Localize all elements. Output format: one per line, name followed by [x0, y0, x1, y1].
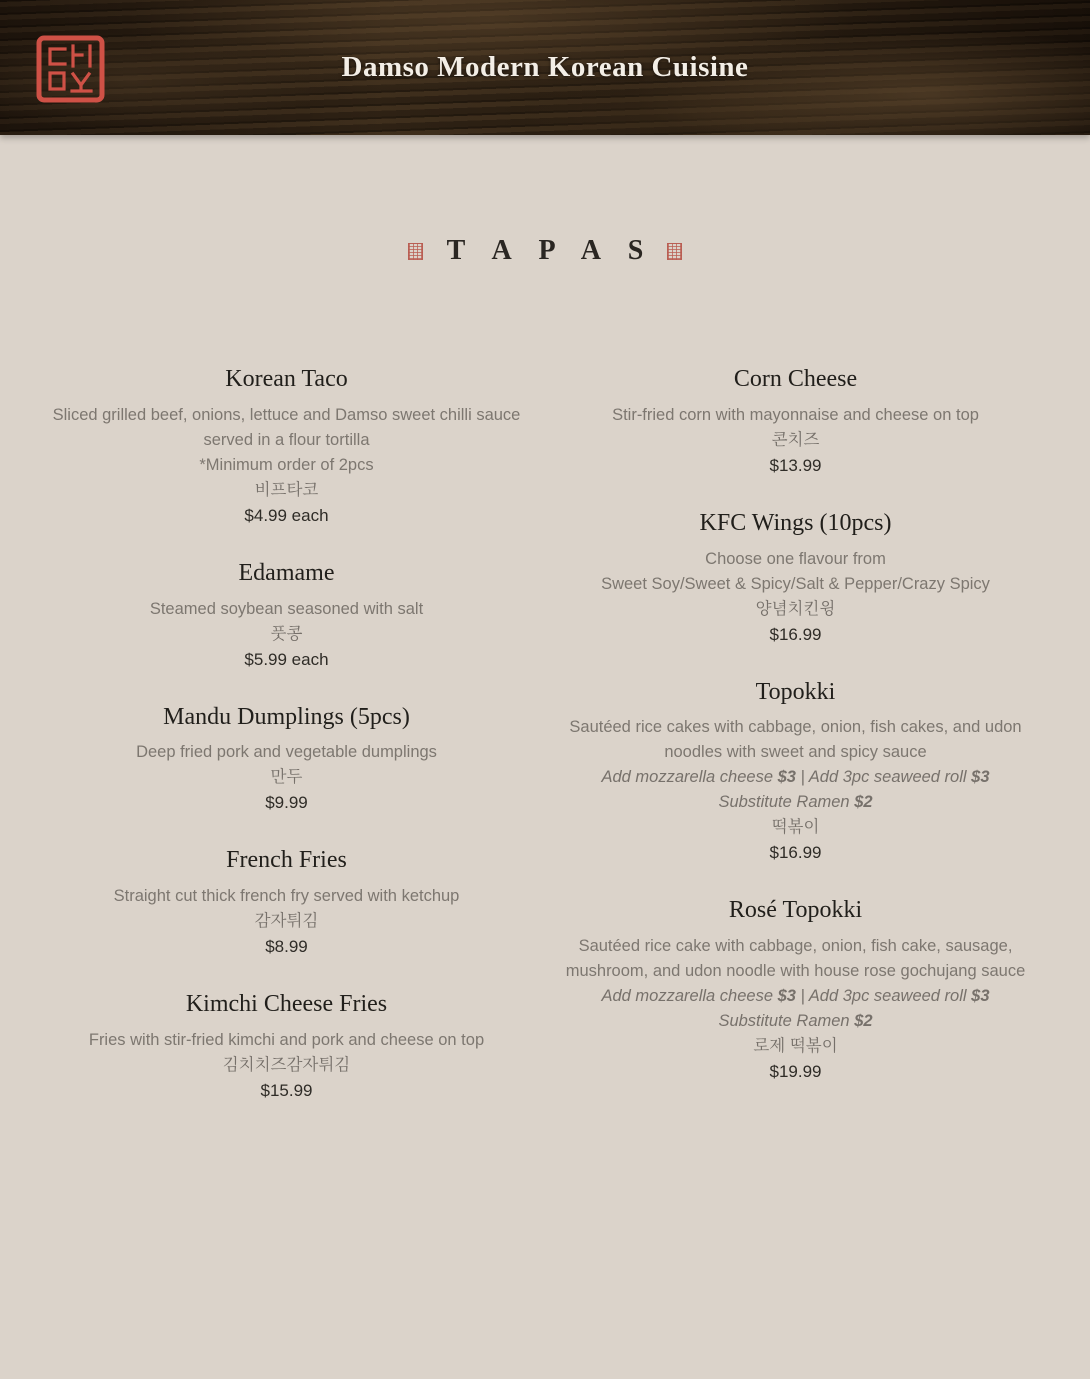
- item-korean-name: 비프타코: [254, 480, 319, 499]
- item-korean-name: 떡볶이: [771, 818, 820, 837]
- item-price: $8.99: [265, 937, 308, 957]
- item-korean-name: 양념치킨윙: [755, 599, 836, 618]
- item-description: Choose one flavour from: [705, 549, 886, 568]
- item-addon-note: Add mozzarella cheese $3 | Add 3pc seaweed roll $3: [601, 768, 990, 787]
- item-name: Topokki: [755, 678, 836, 705]
- menu-column-right: [551, 365, 1040, 1134]
- item-description: Sautéed rice cake with cabbage, onion, fish cake, sausage, mushroom, and udon noodle with house rose gochujang sauce: [565, 937, 1026, 981]
- item-name: Kimchi Cheese Fries: [185, 991, 388, 1018]
- site-header: [0, 0, 1090, 135]
- item-price: $15.99: [260, 1080, 313, 1100]
- item-description: Stir-fried corn with mayonnaise and cheese on top: [612, 405, 979, 424]
- item-name: KFC Wings (10pcs): [699, 509, 892, 536]
- item-name: French Fries: [226, 847, 347, 874]
- menu-item: [551, 896, 1040, 1084]
- item-price: $16.99: [769, 624, 822, 644]
- menu-item: [551, 509, 1040, 647]
- item-korean-name: 김치치즈감자튀김: [222, 1055, 351, 1074]
- item-description: Deep fried pork and vegetable dumplings: [136, 743, 437, 762]
- item-description: Steamed soybean seasoned with salt: [149, 599, 424, 618]
- menu-item: [551, 678, 1040, 866]
- item-price: $13.99: [769, 455, 822, 475]
- item-addon-note: Substitute Ramen $2: [718, 793, 873, 812]
- item-price: $9.99: [265, 793, 308, 813]
- item-description: Straight cut thick french fry served with ketchup: [113, 887, 460, 906]
- menu-item: [42, 846, 531, 959]
- menu-item: [42, 365, 531, 528]
- item-description: Fries with stir-fried kimchi and pork and cheese on top: [88, 1030, 485, 1049]
- left-seal-icon: [408, 243, 423, 260]
- item-korean-name: 만두: [270, 768, 303, 787]
- menu-item: [42, 559, 531, 672]
- right-seal-icon: [667, 243, 682, 260]
- item-description: Sautéed rice cakes with cabbage, onion, fish cakes, and udon noodles with sweet and spicy sauce: [569, 718, 1022, 762]
- menu-item: [551, 365, 1040, 478]
- item-korean-name: 감자튀김: [254, 912, 319, 931]
- menu-item: [42, 990, 531, 1103]
- item-price: $5.99 each: [244, 649, 329, 669]
- menu-item: [42, 703, 531, 816]
- item-korean-name: 로제 떡볶이: [753, 1037, 838, 1056]
- item-price: $19.99: [769, 1062, 822, 1082]
- menu-column-left: [42, 365, 531, 1134]
- item-addon-note: Add mozzarella cheese $3 | Add 3pc seaweed roll $3: [601, 987, 990, 1006]
- item-name: Corn Cheese: [733, 366, 858, 392]
- item-korean-name: 풋콩: [270, 624, 303, 643]
- item-price: $16.99: [769, 843, 822, 863]
- item-description: Sliced grilled beef, onions, lettuce and Damso sweet chilli sauce served in a flour tortilla: [52, 405, 521, 449]
- item-name: Korean Taco: [225, 366, 348, 392]
- section-heading: [0, 235, 1090, 267]
- menu-columns: [0, 365, 1090, 1134]
- section-title: T A P A S: [446, 235, 654, 266]
- item-korean-name: 콘치즈: [771, 430, 820, 449]
- item-name: Edamame: [238, 559, 335, 586]
- item-description: *Minimum order of 2pcs: [199, 455, 374, 474]
- damso-seal-logo-icon: [35, 33, 107, 105]
- item-price: $4.99 each: [244, 505, 329, 525]
- page-footer-strip: [0, 1379, 1090, 1386]
- menu-page: [0, 135, 1090, 1380]
- item-name: Mandu Dumplings (5pcs): [163, 703, 410, 730]
- item-description: Sweet Soy/Sweet & Spicy/Salt & Pepper/Crazy Spicy: [601, 574, 990, 593]
- item-name: Rosé Topokki: [728, 897, 863, 924]
- item-addon-note: Substitute Ramen $2: [718, 1012, 873, 1031]
- site-title: Damso Modern Korean Cuisine: [341, 51, 749, 83]
